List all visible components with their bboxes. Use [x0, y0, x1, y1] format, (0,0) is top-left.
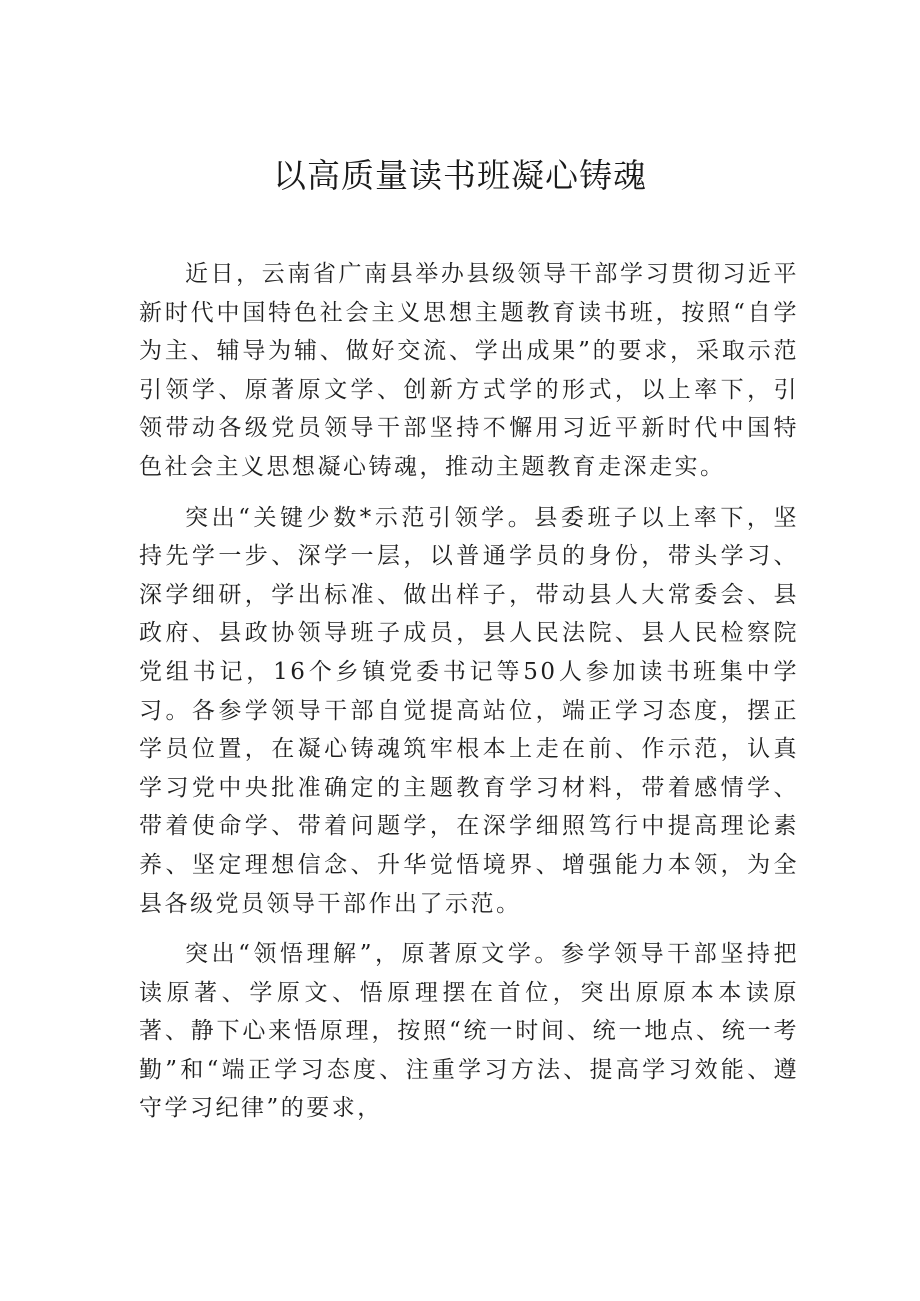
- document-title: 以高质量读书班凝心铸魂: [273, 156, 647, 195]
- paragraph-original-works: 突出“领悟理解”，原著原文学。参学领导干部坚持把读原著、学原文、悟原理摆在首位，突出原原本本读原著、静下心来悟原理，按照“统一时间、统一地点、统一考勤”和“端正学习态度、注重学习方法、提高学习效能、遵守学习纪律”的要求，: [139, 941, 799, 1122]
- document-body: [139, 255, 799, 1140]
- paragraph-key-minority: 突出“关键少数*示范引领学。县委班子以上率下，坚持先学一步、深学一层，以普通学员的身份，带头学习、深学细研，学出标准、做出样子，带动县人大常委会、县政府、县政协领导班子成员，县人民法院、县人民检察院党组书记，16个乡镇党委书记等50人参加读书班集中学习。各参学领导干部自觉提高站位，端正学习态度，摆正学员位置，在凝心铸魂筑牢根本上走在前、作示范，认真学习党中央批准确定的主题教育学习材料，带着感情学、带着使命学、带着问题学，在深学细照笃行中提高理论素养、坚定理想信念、升华觉悟境界、增强能力本领，为全县各级党员领导干部作出了示范。: [139, 504, 799, 917]
- paragraph-intro: 近日，云南省广南县举办县级领导干部学习贯彻习近平新时代中国特色社会主义思想主题教育读书班，按照“自学为主、辅导为辅、做好交流、学出成果”的要求，采取示范引领学、原著原文学、创新方式学的形式，以上率下，引领带动各级党员领导干部坚持不懈用习近平新时代中国特色社会主义思想凝心铸魂，推动主题教育走深走实。: [139, 261, 799, 480]
